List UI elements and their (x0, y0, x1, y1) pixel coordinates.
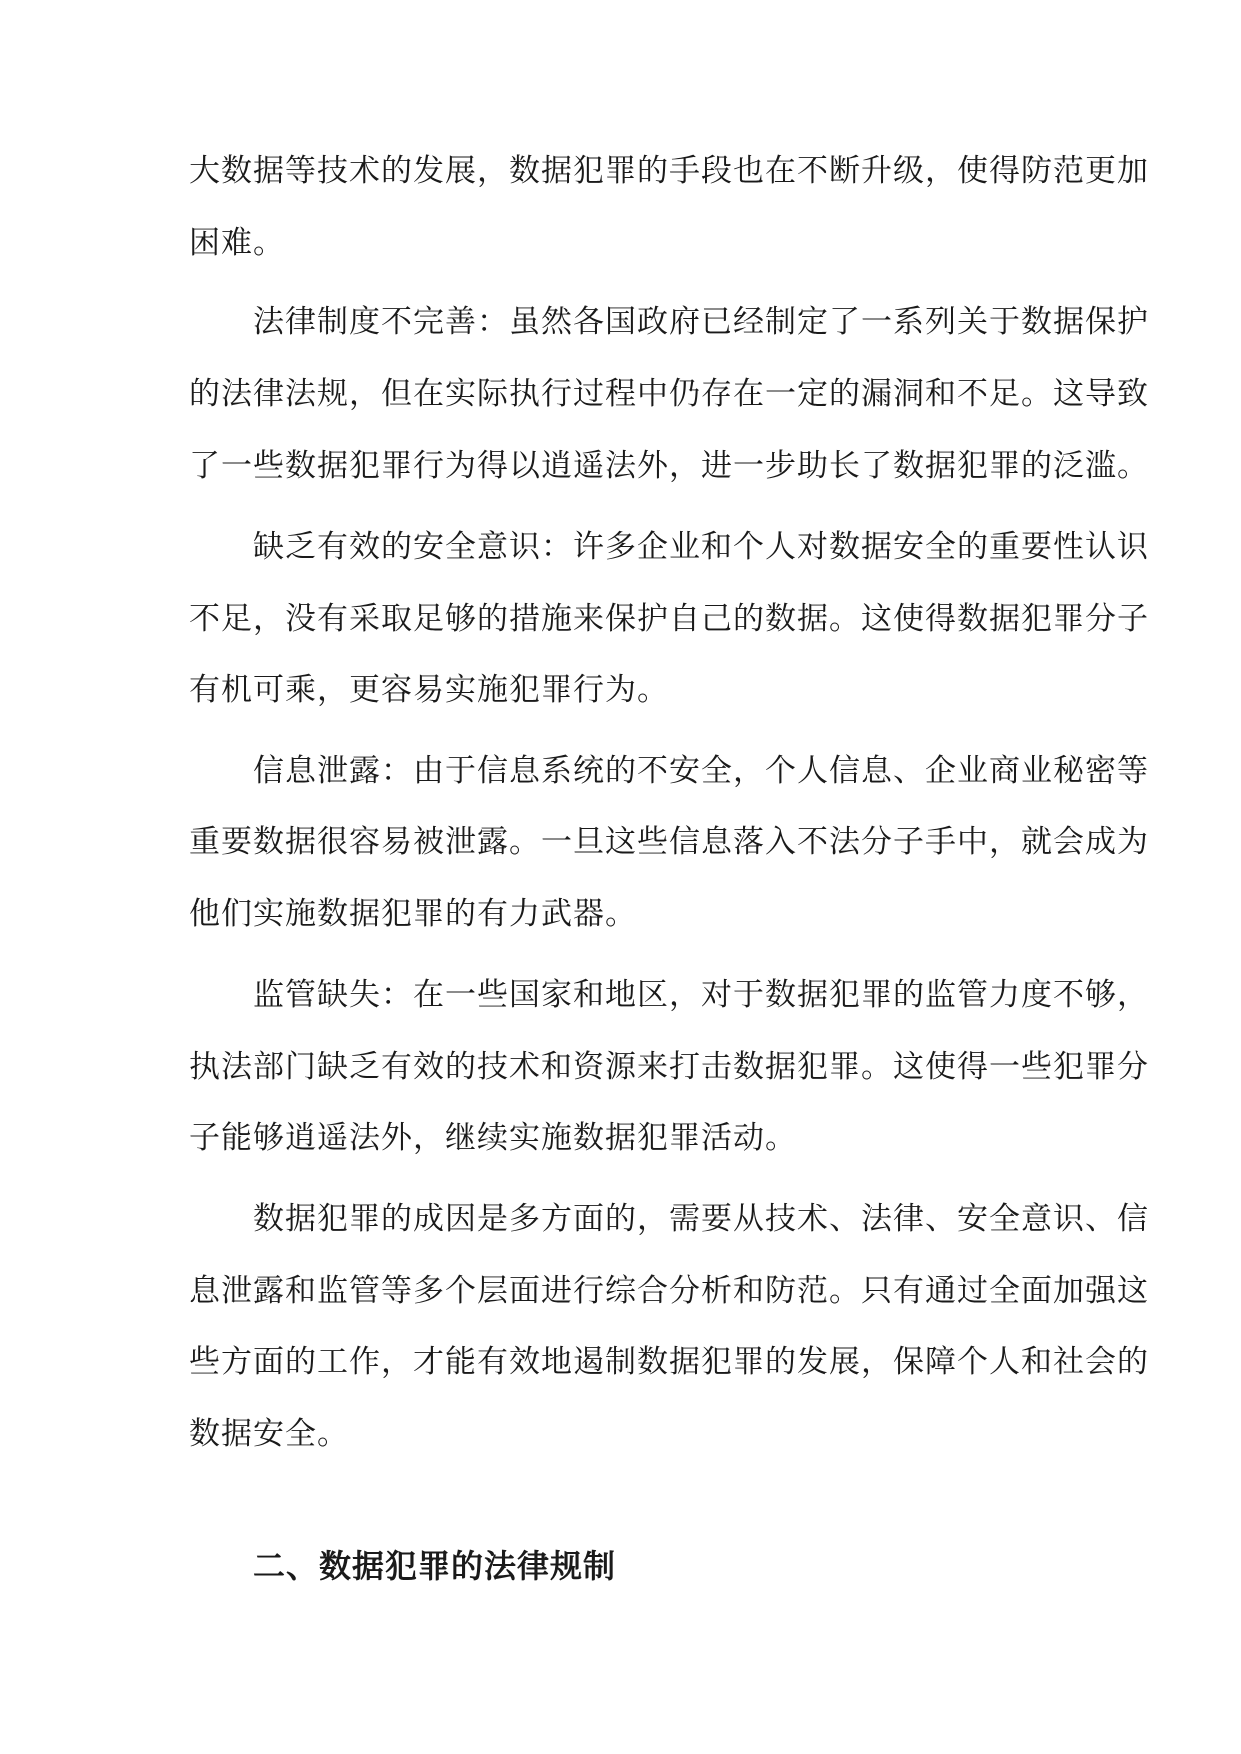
text-line: 不足，没有采取足够的措施来保护自己的数据。这使得数据犯罪分子 (189, 601, 1149, 637)
text-line: 有机可乘，更容易实施犯罪行为。 (189, 672, 669, 708)
text-line: 信息泄露：由于信息系统的不安全，个人信息、企业商业秘密等 (189, 753, 1149, 789)
section-heading: 二、数据犯罪的法律规制 (253, 1547, 617, 1585)
text-line: 了一些数据犯罪行为得以逍遥法外，进一步助长了数据犯罪的泛滥。 (189, 448, 1149, 484)
text-line: 监管缺失：在一些国家和地区，对于数据犯罪的监管力度不够， (189, 977, 1149, 1013)
text-line: 数据犯罪的成因是多方面的，需要从技术、法律、安全意识、信 (189, 1201, 1149, 1237)
text-line: 大数据等技术的发展，数据犯罪的手段也在不断升级，使得防范更加 (189, 153, 1149, 189)
text-line: 他们实施数据犯罪的有力武器。 (189, 896, 637, 932)
text-line: 缺乏有效的安全意识：许多企业和个人对数据安全的重要性认识 (189, 529, 1149, 565)
text-line: 息泄露和监管等多个层面进行综合分析和防范。只有通过全面加强这 (189, 1273, 1149, 1309)
text-line: 法律制度不完善：虽然各国政府已经制定了一系列关于数据保护 (189, 304, 1149, 340)
text-line: 数据安全。 (189, 1416, 349, 1452)
text-line: 重要数据很容易被泄露。一旦这些信息落入不法分子手中，就会成为 (189, 824, 1149, 860)
text-line: 的法律法规，但在实际执行过程中仍存在一定的漏洞和不足。这导致 (189, 376, 1149, 412)
text-line: 子能够逍遥法外，继续实施数据犯罪活动。 (189, 1120, 797, 1156)
text-line: 些方面的工作，才能有效地遏制数据犯罪的发展，保障个人和社会的 (189, 1344, 1149, 1380)
text-line: 困难。 (189, 225, 285, 261)
text-line: 执法部门缺乏有效的技术和资源来打击数据犯罪。这使得一些犯罪分 (189, 1049, 1149, 1085)
